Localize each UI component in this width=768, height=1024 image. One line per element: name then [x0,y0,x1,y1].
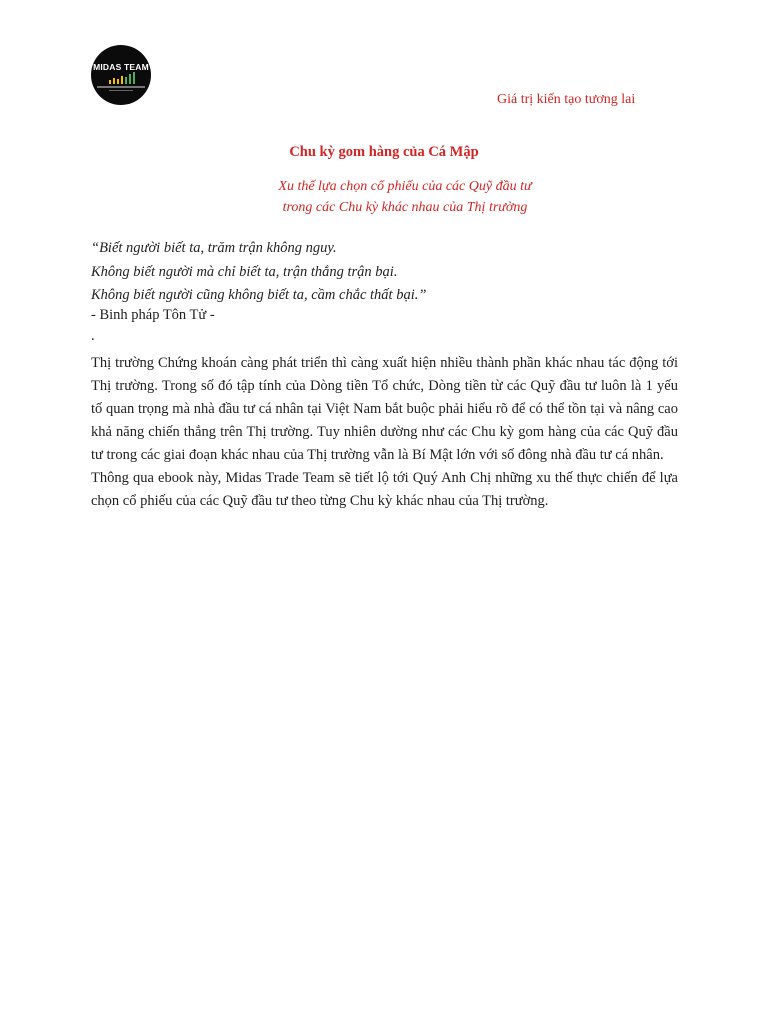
midas-team-logo [91,45,151,105]
slogan: Giá trị kiến tạo tương lai [497,92,636,107]
logo-text: MIDAS TEAM [93,62,149,72]
quote-line: “Biết người biết ta, trăm trận không nguy. [91,240,337,256]
quote-line: Không biết người mà chỉ biết ta, trận thắng trận bại. [91,263,398,280]
separator: . [91,328,95,344]
quote-block [91,237,426,308]
document-subtitle-line-1: Xu thế lựa chọn cổ phiếu của các Quỹ đầu tư [278,179,532,194]
logo-tagline-line [97,86,145,88]
body-text [91,352,678,513]
quote-source: - Binh pháp Tôn Tử - [91,307,215,323]
document-title: Chu kỳ gom hàng của Cá Mập [289,144,479,160]
logo-tagline-line [109,90,133,91]
chart-bars-icon [107,72,137,84]
quote-line: Không biết người cũng không biết ta, cầm chắc thất bại.” [91,287,427,303]
document-subtitle-line-2: trong các Chu kỳ khác nhau của Thị trường [282,200,528,215]
body-paragraph: Thị trường Chứng khoán càng phát triển thì càng xuất hiện nhiều thành phần khác nhau tác động tới Thị trường. Trong số đó tập tính của Dòng tiền Tổ chức, Dòng tiền từ các Quỹ đầu tư luôn là 1 yếu tố quan trọng mà nhà đầu tư cá nhân tại Việt Nam bắt buộc phải hiểu rõ để có thể tồn tại và nâng cao khả năng chiến thắng trên Thị trường. Tuy nhiên dường như các Chu kỳ gom hàng của các Quỹ đầu tư trong các giai đoạn khác nhau của Thị trường vẫn là Bí Mật lớn với số đông nhà đầu tư cá nhân. [91,355,678,463]
body-paragraph: Thông qua ebook này, Midas Trade Team sẽ tiết lộ tới Quý Anh Chị những xu thế thực chiến để lựa chọn cổ phiếu của các Quỹ đầu tư theo từng Chu kỳ khác nhau của Thị trường. [91,470,678,509]
